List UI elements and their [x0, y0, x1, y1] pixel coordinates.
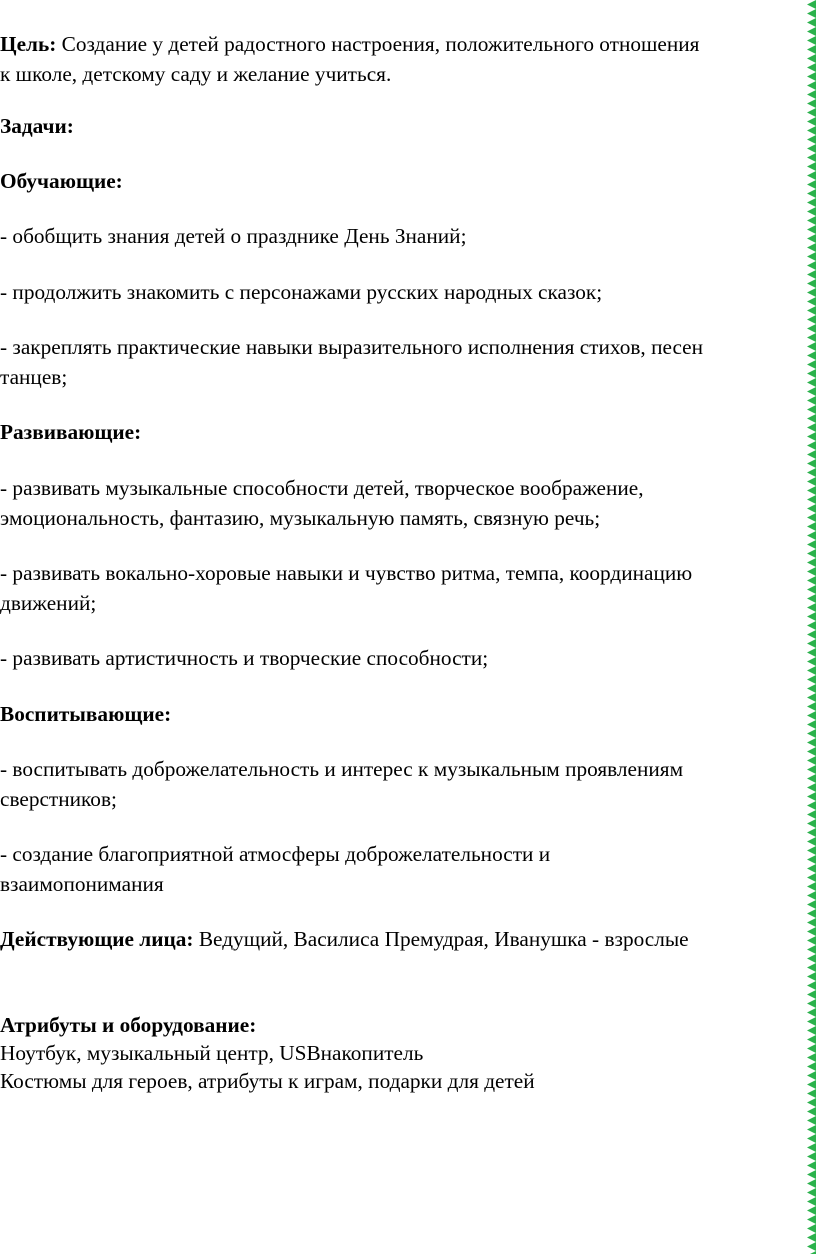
- upbringing-item-1-line-2: сверстников;: [0, 787, 117, 811]
- developing-item-2-line-2: движений;: [0, 591, 97, 615]
- upbringing-item-2-line-2: взаимопонимания: [0, 872, 164, 896]
- attributes-line-2: Костюмы для героев, атрибуты к играм, подарки для детей: [0, 1069, 535, 1093]
- teaching-item-1: - обобщить знания детей о празднике День Знаний;: [0, 224, 467, 248]
- teaching-item-2: - продолжить знакомить с персонажами русских народных сказок;: [0, 280, 603, 304]
- upbringing-item-2-line-1: - создание благоприятной атмосферы доброжелательности и: [0, 842, 551, 866]
- goal-line-2: к школе, детскому саду и желание учиться.: [0, 62, 392, 86]
- upbringing-item-1-line-1: - воспитывать доброжелательность и интерес к музыкальным проявлениям: [0, 757, 684, 781]
- developing-item-1-line-2: эмоциональность, фантазию, музыкальную память, связную речь;: [0, 506, 601, 530]
- goal-label: Цель:: [0, 32, 57, 56]
- developing-item-3: - развивать артистичность и творческие способности;: [0, 646, 489, 670]
- attributes-line-1: Ноутбук, музыкальный центр, USBнакопитель: [0, 1041, 424, 1065]
- goal-line-1: [0, 31, 699, 57]
- green-triangle-border-icon: [806, 0, 816, 1254]
- upbringing-heading: Воспитывающие:: [0, 702, 172, 726]
- developing-heading: Развивающие:: [0, 420, 142, 444]
- tasks-heading: Задачи:: [0, 114, 74, 138]
- attributes-heading: Атрибуты и оборудование:: [0, 1013, 257, 1037]
- teaching-heading: Обучающие:: [0, 169, 123, 193]
- characters-text: Ведущий, Василиса Премудрая, Иванушка - взрослые: [193, 927, 689, 951]
- characters-line: [0, 926, 689, 952]
- teaching-item-3-line-2: танцев;: [0, 365, 68, 389]
- teaching-item-3-line-1: - закреплять практические навыки выразительного исполнения стихов, песен: [0, 335, 704, 359]
- developing-item-2-line-1: - развивать вокально-хоровые навыки и чувство ритма, темпа, координацию: [0, 561, 693, 585]
- characters-label: Действующие лица:: [0, 927, 194, 951]
- developing-item-1-line-1: - развивать музыкальные способности детей, творческое воображение,: [0, 476, 644, 500]
- goal-text-1: Создание у детей радостного настроения, положительного отношения: [56, 32, 700, 56]
